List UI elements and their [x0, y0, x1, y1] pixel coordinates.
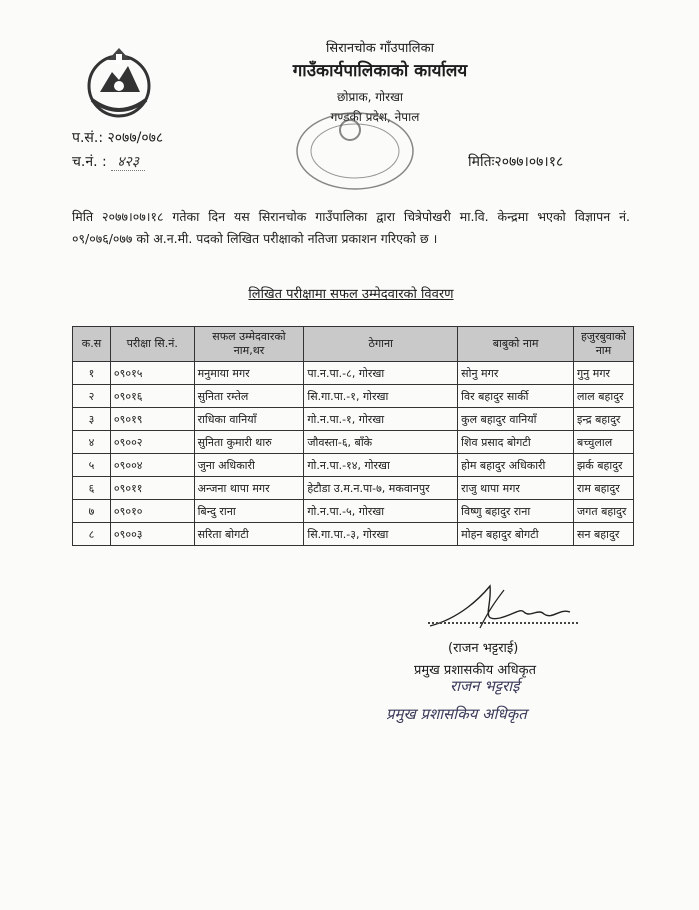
- table-row: [73, 362, 634, 385]
- cell-candidate: सरिता बोगटी: [194, 523, 304, 546]
- cell-father: विर बहादुर सार्की: [458, 385, 574, 408]
- post-stamp: प्रमुख प्रशासकिय अधिकृत: [386, 705, 527, 723]
- col-header-candidate: सफल उम्मेदवारको नाम,थर: [194, 327, 304, 362]
- table-row: [73, 408, 634, 431]
- cell-exam-no: ०९०१६: [110, 385, 194, 408]
- table-row: [73, 523, 634, 546]
- cell-sn: ५: [73, 454, 111, 477]
- notice-body: मिति २०७७।०७।१८ गतेका दिन यस सिरानचोक गाउँपालिका द्वारा चित्रेपोखरी मा.वि. केन्द्रमा भएको विज्ञापन नं. ०९/०७६/०७७ को अ.न.मी. पदको लिखित परीक्षाको नतिजा प्रकाशन गरिएको छ ।: [72, 209, 630, 246]
- cell-father: कुल बहादुर वानियाँ: [458, 408, 574, 431]
- patra-sankhya: प.सं.: २०७७/०७८: [72, 130, 164, 146]
- results-table: [72, 326, 634, 546]
- cell-sn: ६: [73, 477, 111, 500]
- cell-candidate: सुनिता रम्तेल: [194, 385, 304, 408]
- cell-exam-no: ०९०१०: [110, 500, 194, 523]
- cell-sn: ७: [73, 500, 111, 523]
- nepal-emblem-icon: [78, 42, 160, 124]
- signature-line: [428, 622, 578, 624]
- cell-candidate: राधिका वानियाँ: [194, 408, 304, 431]
- subject-text: लिखित परीक्षामा सफल उम्मेदवारको विवरण: [248, 287, 454, 302]
- table-row: [73, 477, 634, 500]
- cell-address: गो.न.पा.-१, गोरखा: [304, 408, 458, 431]
- cell-father: विष्णु बहादुर राना: [458, 500, 574, 523]
- cell-grandfather: जगत बहादुर: [573, 500, 633, 523]
- cell-father: शिव प्रसाद बोगटी: [458, 431, 574, 454]
- cell-father: राजु थापा मगर: [458, 477, 574, 500]
- cell-father: मोहन बहादुर बोगटी: [458, 523, 574, 546]
- table-row: [73, 500, 634, 523]
- cell-father: सोनु मगर: [458, 362, 574, 385]
- cell-candidate: मनुमाया मगर: [194, 362, 304, 385]
- cell-candidate: बिन्दु राना: [194, 500, 304, 523]
- table-row: [73, 385, 634, 408]
- chalani-label: च.नं. :: [72, 154, 107, 170]
- table-row: [73, 431, 634, 454]
- cell-address: गो.न.पा.-१४, गोरखा: [304, 454, 458, 477]
- col-header-father: बाबुको नाम: [458, 327, 574, 362]
- cell-sn: ८: [73, 523, 111, 546]
- header-office: गाउँकार्यपालिकाको कार्यालय: [292, 61, 468, 81]
- cell-address: हेटौडा उ.म.न.पा-७, मकवानपुर: [304, 477, 458, 500]
- cell-grandfather: इन्द्र बहादुर: [573, 408, 633, 431]
- cell-exam-no: ०९०१९: [110, 408, 194, 431]
- cell-sn: २: [73, 385, 111, 408]
- cell-father: होम बहादुर अधिकारी: [458, 454, 574, 477]
- cell-grandfather: गुनु मगर: [573, 362, 633, 385]
- cell-sn: १: [73, 362, 111, 385]
- cell-exam-no: ०९००३: [110, 523, 194, 546]
- header-address: छोप्राक, गोरखा: [337, 90, 403, 104]
- col-header-grandfather: हजुरबुवाको नाम: [573, 327, 633, 362]
- table-header-row: [73, 327, 634, 362]
- cell-address: गो.न.पा.-५, गोरखा: [304, 500, 458, 523]
- cell-candidate: सुनिता कुमारी थारु: [194, 431, 304, 454]
- cell-exam-no: ०९००२: [110, 431, 194, 454]
- notice-subject: [72, 284, 630, 302]
- chalani-value: ४२३: [111, 154, 145, 171]
- cell-exam-no: ०९००४: [110, 454, 194, 477]
- col-header-sn: क.स: [73, 327, 111, 362]
- document-date: मितिः२०७७।०७।१८: [468, 154, 564, 170]
- signature-icon: [420, 578, 590, 638]
- signatory-name: (राजन भट्टराई): [448, 641, 519, 656]
- cell-address: जौवस्ता-६, बाँके: [304, 431, 458, 454]
- table-row: [73, 454, 634, 477]
- cell-grandfather: बच्चुलाल: [573, 431, 633, 454]
- cell-address: पा.न.पा.-८, गोरखा: [304, 362, 458, 385]
- header-municipality: सिरानचोक गाँउपालिका: [326, 41, 434, 56]
- cell-grandfather: राम बहादुर: [573, 477, 633, 500]
- cell-address: सि.गा.पा.-३, गोरखा: [304, 523, 458, 546]
- chalani-number: [72, 152, 145, 171]
- col-header-exam-no: परीक्षा सि.नं.: [110, 327, 194, 362]
- header-province: गण्डकी प्रदेश, नेपाल: [330, 110, 420, 124]
- cell-exam-no: ०९०१५: [110, 362, 194, 385]
- cell-candidate: अन्जना थापा मगर: [194, 477, 304, 500]
- cell-grandfather: सन बहादुर: [573, 523, 633, 546]
- name-stamp: राजन भट्टराई: [450, 677, 520, 695]
- office-stamp-icon: [290, 106, 420, 196]
- cell-candidate: जुना अधिकारी: [194, 454, 304, 477]
- signatory-post: प्रमुख प्रशासकीय अधिकृत: [414, 663, 537, 678]
- cell-sn: ३: [73, 408, 111, 431]
- col-header-address: ठेगाना: [304, 327, 458, 362]
- cell-sn: ४: [73, 431, 111, 454]
- cell-exam-no: ०९०११: [110, 477, 194, 500]
- cell-address: सि.गा.पा.-१, गोरखा: [304, 385, 458, 408]
- cell-grandfather: लाल बहादुर: [573, 385, 633, 408]
- cell-grandfather: झर्क बहादुर: [573, 454, 633, 477]
